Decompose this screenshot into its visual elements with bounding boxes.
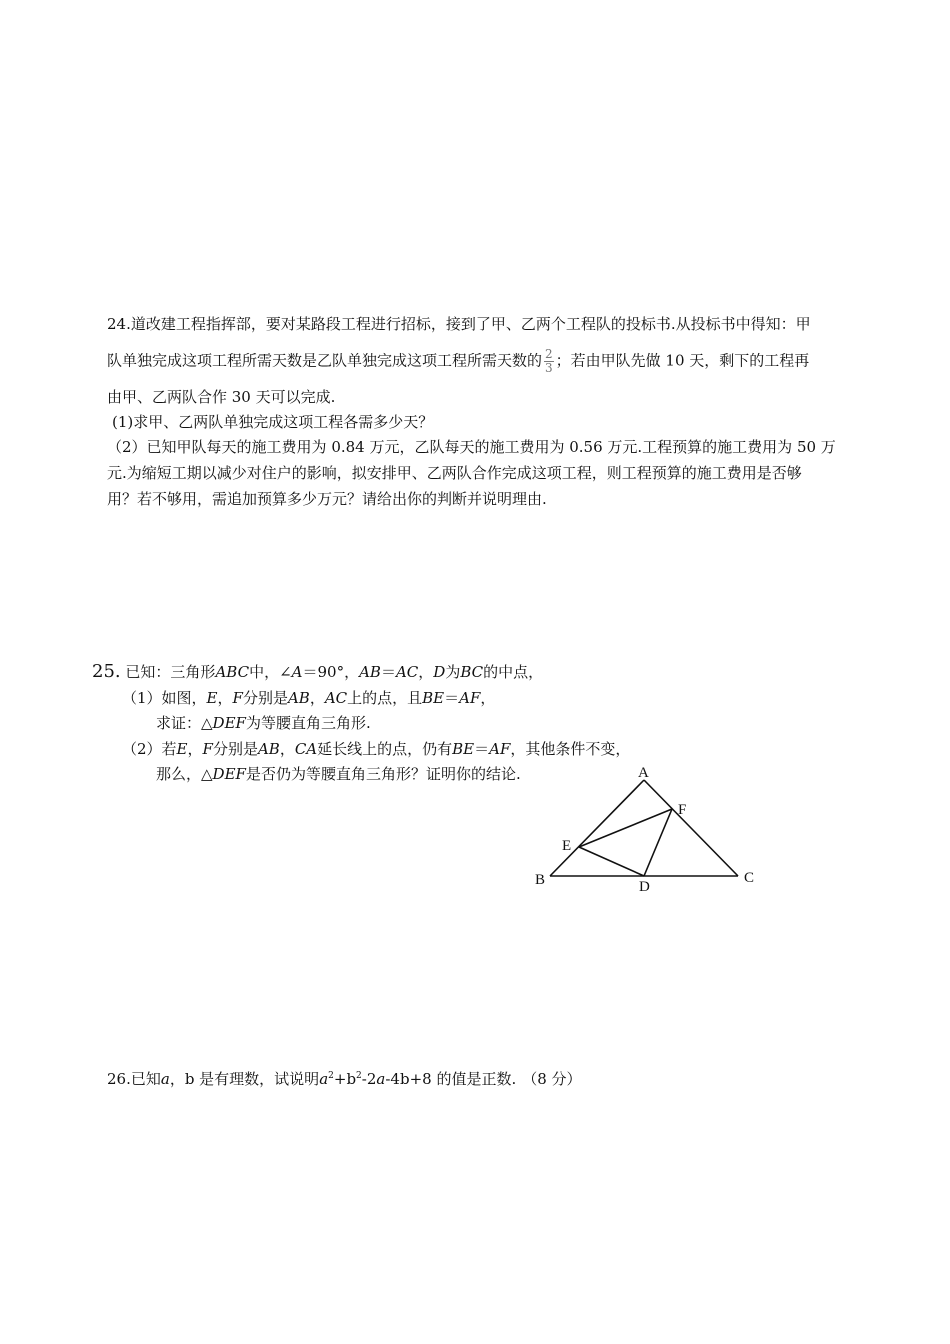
segment-ab [550, 780, 644, 876]
q25-text: 那么，△ [156, 765, 213, 783]
q25-part2-line2 [156, 764, 521, 784]
q25-text: ， [309, 689, 325, 707]
fraction-numerator: 2 [545, 347, 553, 361]
q26-text: -4b+8 的值是正数. [385, 1070, 517, 1088]
q25-text: ， [187, 740, 203, 758]
q26-line [107, 1069, 582, 1089]
q25-f: F [202, 740, 213, 758]
q25-be: BE [422, 689, 445, 707]
q26-text: -2 [361, 1070, 377, 1088]
q25-proof [156, 713, 371, 733]
q25-bc: BC [460, 663, 484, 681]
q25-text: ＝ [444, 689, 460, 707]
q26-score: （8 分） [522, 1070, 582, 1088]
q25-def: DEF [212, 765, 246, 783]
q26-expr-a: a [319, 1070, 329, 1088]
q25-part1 [122, 688, 495, 708]
q25-text: 已知：三角形 [125, 663, 216, 681]
q25-text: ， [418, 663, 434, 681]
q25-text: 是否仍为等腰直角三角形？证明你的结论. [245, 765, 521, 783]
q25-text: ， [279, 740, 295, 758]
q25-number: 25. [92, 661, 121, 682]
segment-ed [579, 847, 644, 876]
q26-text: 26.已知 [107, 1070, 161, 1088]
q25-text: ， [217, 689, 233, 707]
q25-text: （1）如图， [122, 689, 207, 707]
q25-angle-a: A [291, 663, 303, 681]
q25-af: AF [489, 740, 511, 758]
label-d: D [639, 879, 650, 895]
q25-def: DEF [212, 714, 246, 732]
q25-text: 求证：△ [156, 714, 213, 732]
q25-ab: AB [359, 663, 381, 681]
q24-line1: 24.道改建工程指挥部，要对某路段工程进行招标，接到了甲、乙两个工程队的投标书.从投标书中得知：甲 [107, 315, 811, 333]
q26-expr-a: a [376, 1070, 386, 1088]
q26-exponent: 2 [356, 1071, 362, 1081]
q26-text: +b [333, 1070, 357, 1088]
triangle-figure [520, 760, 770, 900]
q25-text: ＝ [474, 740, 490, 758]
q25-e: E [176, 740, 188, 758]
q25-ab: AB [257, 740, 280, 758]
q25-text: （2）若 [122, 740, 177, 758]
q25-text: 分别是 [242, 689, 288, 707]
q25-line1 [92, 662, 543, 682]
q25-d: D [433, 663, 446, 681]
q25-text: 延长线上的点，仍有 [317, 740, 453, 758]
q24-line2-b: ；若由甲队先做 10 天，剩下的工程再 [555, 351, 810, 370]
q25-text: 为等腰直角三角形. [245, 714, 371, 732]
q24-line2-a: 队单独完成这项工程所需天数是乙队单独完成这项工程所需天数的 [107, 351, 543, 370]
q24-part1: (1)求甲、乙两队单独完成这项工程各需多少天？ [112, 413, 434, 431]
fraction-denominator: 3 [545, 361, 553, 375]
q24-line3: 由甲、乙两队合作 30 天可以完成. [107, 388, 336, 406]
fraction-two-thirds [544, 348, 554, 375]
label-e: E [562, 838, 572, 854]
q25-text: 为 [445, 663, 461, 681]
q24-part2-line2: 元.为缩短工期以减少对住户的影响，拟安排甲、乙两队合作完成这项工程，则工程预算的施工费用是否够 [107, 464, 802, 482]
q25-text: 上的点，且 [347, 689, 423, 707]
q25-text: 的中点， [483, 663, 544, 681]
label-b: B [535, 872, 546, 888]
q25-ac: AC [395, 663, 419, 681]
label-f: F [678, 802, 687, 818]
q25-ca: CA [294, 740, 318, 758]
q25-abc: ABC [215, 663, 250, 681]
q24-line2 [107, 348, 809, 375]
q25-text: ＝90°， [302, 663, 360, 681]
q25-f: F [232, 689, 243, 707]
q25-ac: AC [324, 689, 348, 707]
label-c: C [744, 870, 755, 886]
q25-text: ， [480, 689, 496, 707]
q25-text: 分别是 [212, 740, 258, 758]
q25-ab: AB [287, 689, 310, 707]
q25-be: BE [452, 740, 475, 758]
q24-part2-line3: 用？若不够用，需追加预算多少万元？请给出你的判断并说明理由. [107, 490, 547, 508]
q25-e: E [206, 689, 218, 707]
q24-part2-line1: （2）已知甲队每天的施工费用为 0.84 万元，乙队每天的施工费用为 0.56 万元.工程预算的施工费用为 50 万 [107, 438, 836, 456]
segment-ac [644, 780, 738, 876]
q25-text: 中，∠ [249, 663, 292, 681]
q26-text: ，b 是有理数，试说明 [169, 1070, 320, 1088]
q26-a: a [160, 1070, 170, 1088]
q26-exponent: 2 [328, 1071, 334, 1081]
q25-text: ＝ [380, 663, 396, 681]
label-a: A [638, 765, 649, 781]
q25-af: AF [459, 689, 481, 707]
q25-text: ，其他条件不变， [510, 740, 631, 758]
q25-part2 [122, 739, 630, 759]
